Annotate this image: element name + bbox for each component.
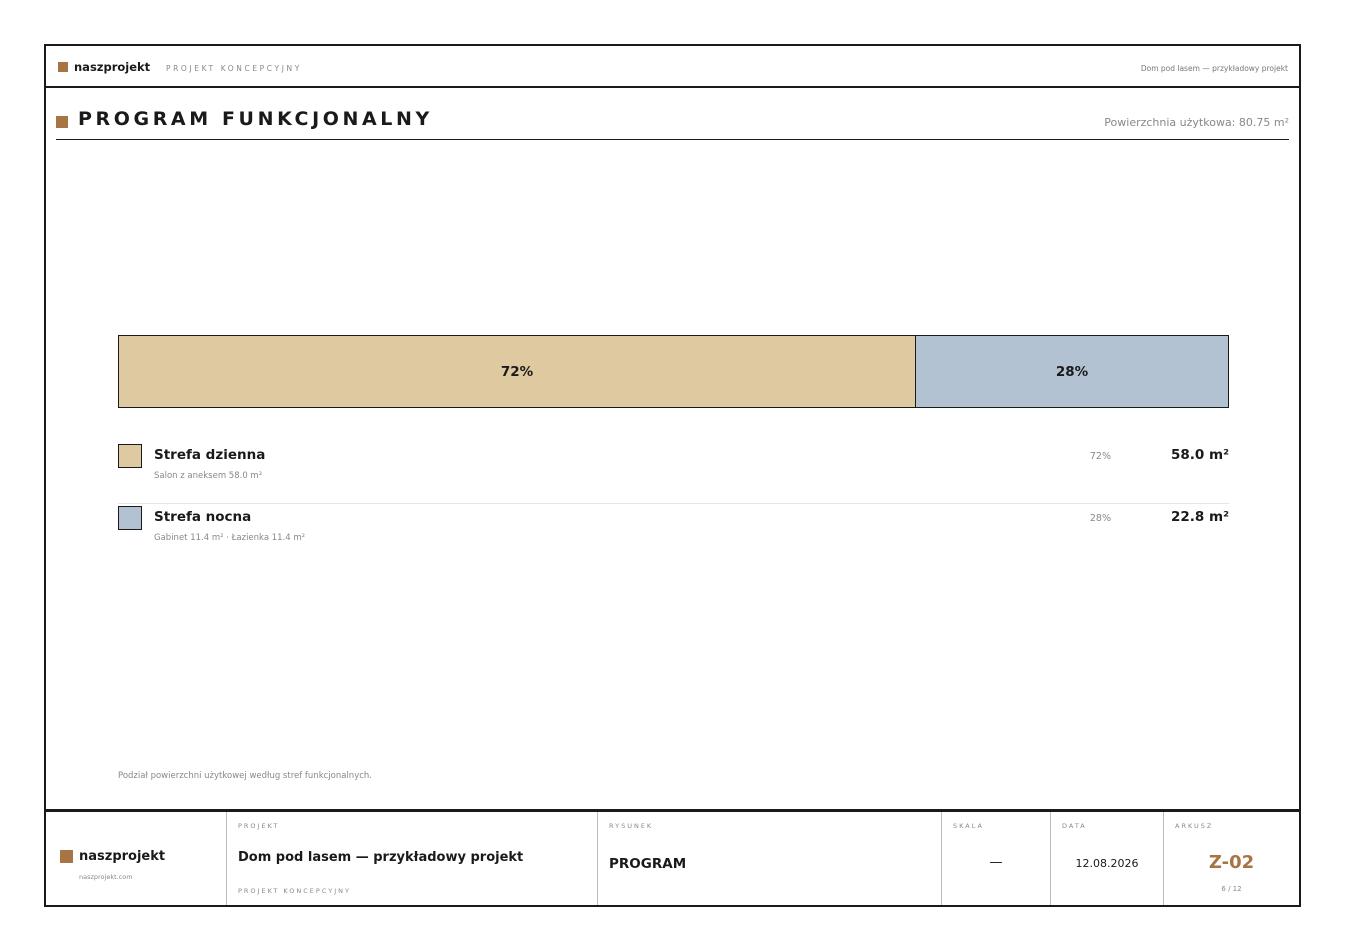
bar-segment-day: 72%: [119, 336, 915, 407]
title-block-project: [227, 812, 598, 905]
zone-row-day: [118, 444, 1229, 506]
legend-swatch-night: [118, 506, 142, 530]
zone-rooms: Salon z aneksem 58.0 m²: [154, 471, 263, 481]
title-block: [46, 809, 1299, 905]
logo-url: naszprojekt.com: [79, 873, 133, 881]
total-area: Powierzchnia użytkowa: 80.75 m²: [1104, 116, 1289, 129]
zone-row-night: [118, 506, 1229, 568]
title-block-logo: [46, 812, 227, 905]
logo-square-icon: [60, 850, 73, 863]
project-name: Dom pod lasem — przykładowy projekt: [238, 850, 524, 865]
zone-divider: [118, 503, 1229, 504]
sheet-header: [46, 46, 1299, 88]
drawing-label: RYSUNEK: [609, 822, 654, 830]
sheet-label: ARKUSZ: [1175, 822, 1214, 830]
title-block-scale: [942, 812, 1051, 905]
brand-name: naszprojekt: [74, 60, 151, 74]
drawing-sheet: [44, 44, 1301, 907]
sheet-pages: 6 / 12: [1221, 885, 1242, 893]
date-label: DATA: [1062, 822, 1087, 830]
brand-square-icon: [58, 62, 68, 72]
title-divider: [56, 139, 1289, 140]
date-value: 12.08.2026: [1075, 857, 1139, 870]
scale-value: —: [989, 855, 1003, 870]
scale-label: SKALA: [953, 822, 984, 830]
zone-percent: 28%: [1089, 513, 1111, 524]
header-subtitle: PROJEKT KONCEPCYJNY: [166, 64, 302, 73]
title-block-drawing: [598, 812, 942, 905]
section-square-icon: [56, 116, 68, 128]
title-block-date: [1051, 812, 1164, 905]
zone-rooms: Gabinet 11.4 m² · Łazienka 11.4 m²: [154, 533, 306, 543]
zone-area: 22.8 m²: [1171, 509, 1229, 525]
project-phase: PROJEKT KONCEPCYJNY: [238, 887, 351, 895]
bar-segment-night: 28%: [915, 336, 1228, 407]
project-label: PROJEKT: [238, 822, 280, 830]
zone-percent: 72%: [1089, 451, 1111, 462]
title-block-sheet: [1164, 812, 1299, 905]
chart-caption: Podział powierzchni użytkowej według stref funkcjonalnych.: [118, 771, 372, 781]
sheet-code: Z-02: [1208, 852, 1255, 873]
header-project-name: Dom pod lasem — przykładowy projekt: [1140, 64, 1288, 73]
legend-swatch-day: [118, 444, 142, 468]
zone-name: Strefa nocna: [154, 509, 252, 525]
zone-name: Strefa dzienna: [154, 447, 266, 463]
zone-share-bar: [118, 335, 1229, 408]
zone-area: 58.0 m²: [1171, 447, 1229, 463]
drawing-name: PROGRAM: [609, 856, 687, 872]
section-title: PROGRAM FUNKCJONALNY: [78, 108, 433, 130]
logo-text: naszprojekt: [79, 849, 166, 864]
